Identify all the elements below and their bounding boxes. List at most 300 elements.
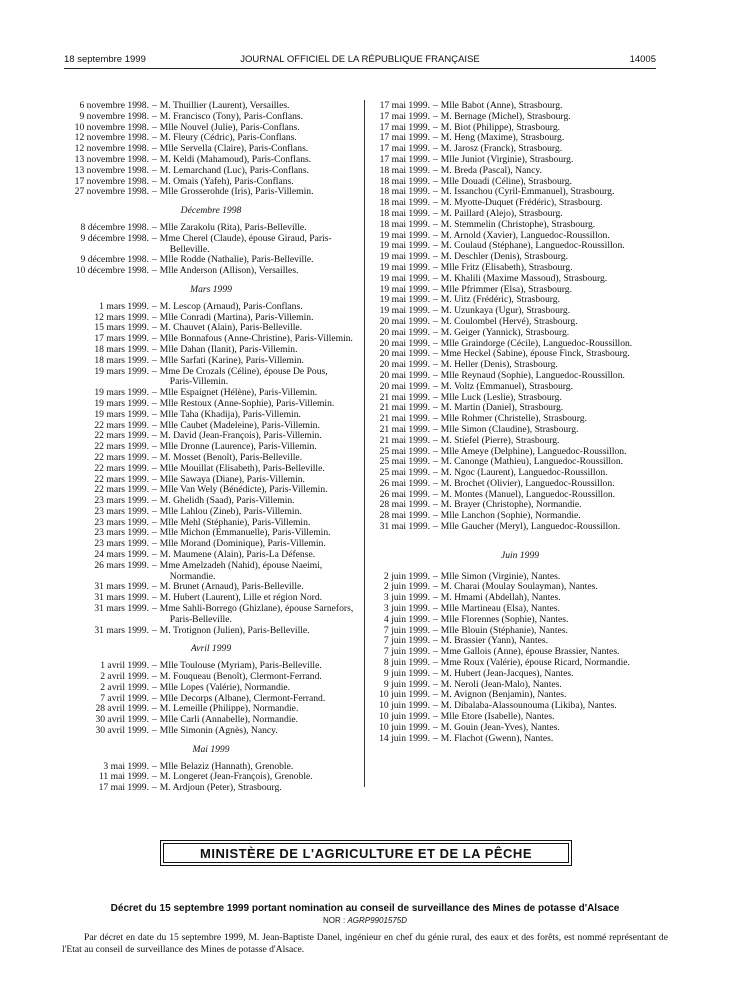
entry-date: 21 mai 1999. xyxy=(379,423,430,435)
entry-name-text: Mlle Fritz (Elisabeth), Strasbourg. xyxy=(440,261,573,273)
entry-name-text: M. Brayer (Christophe), Normandie. xyxy=(440,499,582,511)
entry-dash: – xyxy=(433,186,438,198)
entry-name-text: Mlle Simon (Claudine), Strasbourg. xyxy=(440,423,579,435)
entry-name-text: Mlle Mouillat (Elisabeth), Paris-Belleville. xyxy=(159,462,325,474)
right-column xyxy=(370,101,670,744)
page-header xyxy=(64,54,656,68)
entry-date: 31 mars 1999. xyxy=(94,592,149,604)
entry-name-text: M. Flachot (Gwenn), Nantes. xyxy=(440,732,554,744)
entry-name-text: M. Lemeille (Philippe), Normandie. xyxy=(159,703,299,715)
entry-date: 7 juin 1999. xyxy=(383,646,430,658)
entry-date: 22 mars 1999. xyxy=(94,473,149,485)
entry-name-text: M. Chauvet (Alain), Paris-Belleville. xyxy=(159,322,303,334)
ministry-banner xyxy=(160,840,572,866)
entry-date: 17 novembre 1998. xyxy=(74,175,149,187)
entry-date: 18 mars 1999. xyxy=(94,354,149,366)
entry-date: 9 décembre 1998. xyxy=(80,232,149,244)
entry-dash: – xyxy=(152,232,157,244)
entry-dash: – xyxy=(152,110,157,122)
entry-dash: – xyxy=(433,581,438,593)
entry-date: 20 mai 1999. xyxy=(379,326,430,338)
entry-date: 19 mai 1999. xyxy=(379,229,430,241)
entry-dash: – xyxy=(152,671,157,683)
entry-date: 2 avril 1999. xyxy=(100,681,149,693)
entry-name-text: Mlle Luck (Leslie), Strasbourg. xyxy=(440,391,562,403)
entry-name-text: M. Trotignon (Julien), Paris-Belleville. xyxy=(159,624,310,636)
entry-name-text: Mlle Anderson (Allison), Versailles. xyxy=(159,265,299,277)
entry-date: 20 mai 1999. xyxy=(379,380,430,392)
entry-dash: – xyxy=(433,121,438,133)
entry-date: 9 juin 1999. xyxy=(383,667,430,679)
entry-dash: – xyxy=(433,283,438,295)
entry-date: 3 mai 1999. xyxy=(103,760,149,772)
entry-date: 23 mars 1999. xyxy=(94,538,149,550)
entry-date: 23 mars 1999. xyxy=(94,516,149,528)
entry-name-text: Mlle Martineau (Elsa), Nantes. xyxy=(440,603,560,615)
entry-date: 3 juin 1999. xyxy=(383,592,430,604)
entry-dash: – xyxy=(152,703,157,715)
entry-name-text: M. Ghelidh (Saad), Paris-Villemin. xyxy=(159,495,295,507)
entry-name-text: M. Lemarchand (Luc), Paris-Conflans. xyxy=(159,164,309,176)
entry-dash: – xyxy=(433,700,438,712)
entry-dash: – xyxy=(152,311,157,323)
nomination-entry xyxy=(62,604,360,626)
entry-dash: – xyxy=(152,164,157,176)
entry-name-text: Mlle Caubet (Madeleine), Paris-Villemin. xyxy=(159,419,320,431)
entry-name-text: M. Jarosz (Franck), Strasbourg. xyxy=(440,143,563,155)
entry-name xyxy=(160,783,360,794)
entry-dash: – xyxy=(433,272,438,284)
entry-name-text: Mlle Dronne (Laurence), Paris-Villemin. xyxy=(159,441,317,453)
entry-date: 10 juin 1999. xyxy=(379,689,430,701)
entry-dash: – xyxy=(152,516,157,528)
entry-dash: – xyxy=(152,186,157,198)
entry-dash: – xyxy=(433,326,438,338)
entry-name-text: M. Fleury (Cédric), Paris-Conflans. xyxy=(159,132,297,144)
entry-dash: – xyxy=(152,549,157,561)
entry-dash: – xyxy=(152,100,157,111)
entry-date: 26 mai 1999. xyxy=(379,488,430,500)
entry-date: 25 mai 1999. xyxy=(379,445,430,457)
entry-date: 27 novembre 1998. xyxy=(74,186,149,198)
entry-name-text: Mlle Restoux (Anne-Sophie), Paris-Villemin. xyxy=(159,397,335,409)
entry-name-text: Mme Roux (Valérie), épouse Ricard, Normandie. xyxy=(440,657,630,669)
entry-date: 17 mai 1999. xyxy=(379,121,430,133)
entry-name-continuation: Paris-Belleville. xyxy=(169,613,232,625)
entry-name-text: M. Keldi (Mahamoud), Paris-Conflans. xyxy=(159,153,312,165)
entry-name-text: Mlle Nouvel (Julie), Paris-Conflans. xyxy=(159,121,300,133)
nor-reference xyxy=(62,916,668,925)
entry-name-text: M. Bernage (Michel), Strasbourg. xyxy=(440,110,571,122)
entry-dash: – xyxy=(433,445,438,457)
entry-name-text: Mlle Bonnafous (Anne-Christine), Paris-Villemin. xyxy=(159,333,353,345)
entry-date: 6 novembre 1998. xyxy=(79,100,149,111)
entry-name xyxy=(441,522,670,533)
entry-dash: – xyxy=(152,153,157,165)
entry-dash: – xyxy=(152,624,157,636)
entry-name-text: M. Fouqueau (Benoît), Clermont-Ferrand. xyxy=(159,671,322,683)
entry-dash: – xyxy=(152,760,157,772)
entry-date: 19 mai 1999. xyxy=(379,305,430,317)
entry-dash: – xyxy=(433,510,438,522)
entry-date: 19 mars 1999. xyxy=(94,408,149,420)
entry-date: 12 novembre 1998. xyxy=(74,143,149,155)
entry-dash: – xyxy=(152,559,157,571)
entry-date: 18 mai 1999. xyxy=(379,207,430,219)
entry-dash: – xyxy=(152,714,157,726)
entry-date: 2 avril 1999. xyxy=(100,671,149,683)
entry-date: 18 mai 1999. xyxy=(379,175,430,187)
entry-dash: – xyxy=(433,359,438,371)
entry-date: 31 mars 1999. xyxy=(94,624,149,636)
entry-name-text: Mlle Reynaud (Sophie), Languedoc-Roussillon. xyxy=(440,369,625,381)
entry-name-text: Mlle Dahan (Ilanit), Paris-Villemin. xyxy=(159,343,298,355)
entry-dash: – xyxy=(152,408,157,420)
entry-name-text: M. Canonge (Mathieu), Languedoc-Roussillon. xyxy=(440,456,624,468)
entry-name-text: Mlle Simon (Virginie), Nantes. xyxy=(440,570,561,582)
entry-date: 20 mai 1999. xyxy=(379,359,430,371)
entry-name-text: M. Dibalaba-Alassounouma (Likiba), Nantes. xyxy=(440,700,617,712)
nomination-entry xyxy=(370,522,670,533)
entry-dash: – xyxy=(152,132,157,144)
decret-body: Par décret en date du 15 septembre 1999, M. Jean-Baptiste Danel, ingénieur en chef du génie rural, des eaux et des forêts, est nommé représentant de l'Etat au conseil de surveillance des Mines de potasse d'Alsace. xyxy=(62,932,668,955)
entry-date: 10 juin 1999. xyxy=(379,700,430,712)
entry-date: 18 mai 1999. xyxy=(379,186,430,198)
entry-date: 13 novembre 1998. xyxy=(74,153,149,165)
entry-name-text: Mlle Lahlou (Zineb), Paris-Villemin. xyxy=(159,505,302,517)
entry-name-text: M. Issanchou (Cyril-Emmanuel), Strasbourg. xyxy=(440,186,615,198)
entry-date: 19 mai 1999. xyxy=(379,283,430,295)
entry-dash: – xyxy=(152,527,157,539)
entry-name-text: M. Brochet (Olivier), Languedoc-Roussillon. xyxy=(440,477,615,489)
entry-dash: – xyxy=(152,441,157,453)
entry-dash: – xyxy=(152,333,157,345)
entry-name-text: M. Voltz (Emmanuel), Strasbourg. xyxy=(440,380,573,392)
entry-name-text: M. Heller (Denis), Strasbourg. xyxy=(440,359,558,371)
entry-dash: – xyxy=(433,315,438,327)
entry-name xyxy=(160,367,360,389)
entry-name-text: M. Geiger (Yannick), Strasbourg. xyxy=(440,326,570,338)
entry-date: 30 avril 1999. xyxy=(95,714,149,726)
entry-dash: – xyxy=(433,521,438,533)
entry-date: 31 mars 1999. xyxy=(94,603,149,615)
entry-dash: – xyxy=(433,721,438,733)
nor-label: NOR : xyxy=(322,916,346,925)
entry-name-text: M. Brassier (Yann), Nantes. xyxy=(440,635,549,647)
entry-dash: – xyxy=(433,689,438,701)
entry-name-text: Mlle Rohmer (Christelle), Strasbourg. xyxy=(440,413,587,425)
entry-name-text: Mlle Sarfati (Karine), Paris-Villemin. xyxy=(159,354,304,366)
entry-date: 17 mai 1999. xyxy=(379,143,430,155)
entry-name-text: Mme Amelzadeh (Nahid), épouse Naeimi, xyxy=(159,559,323,571)
entry-dash: – xyxy=(152,725,157,737)
entry-dash: – xyxy=(152,354,157,366)
entry-dash: – xyxy=(433,592,438,604)
entry-dash: – xyxy=(152,265,157,277)
entry-name-text: M. Uzunkaya (Ugur), Strasbourg. xyxy=(440,305,571,317)
entry-dash: – xyxy=(152,430,157,442)
entry-dash: – xyxy=(433,240,438,252)
entry-dash: – xyxy=(152,221,157,233)
entry-name-text: M. Hmami (Abdellah), Nantes. xyxy=(440,592,561,604)
entry-name-continuation: Paris-Villemin. xyxy=(169,376,229,388)
entry-dash: – xyxy=(433,477,438,489)
entry-date: 31 mai 1999. xyxy=(379,521,430,533)
entry-dash: – xyxy=(152,451,157,463)
entry-dash: – xyxy=(152,473,157,485)
entry-name-text: Mme De Crozals (Céline), épouse De Pous, xyxy=(159,365,328,377)
entry-date: 22 mars 1999. xyxy=(94,451,149,463)
entry-name-text: Mlle Gaucher (Meryl), Languedoc-Roussillon. xyxy=(440,521,621,533)
header-rule xyxy=(64,68,656,69)
entry-date: 3 juin 1999. xyxy=(383,603,430,615)
entry-name-text: Mlle Decorps (Albane), Clermont-Ferrand. xyxy=(159,692,326,704)
entry-date: 10 novembre 1998. xyxy=(74,121,149,133)
entry-dash: – xyxy=(152,121,157,133)
entry-dash: – xyxy=(152,692,157,704)
entry-date: 21 mai 1999. xyxy=(379,434,430,446)
entry-dash: – xyxy=(433,488,438,500)
entry-date: 19 mars 1999. xyxy=(94,397,149,409)
entry-dash: – xyxy=(152,175,157,187)
entry-name-text: M. Neroli (Jean-Malo), Nantes. xyxy=(440,678,562,690)
entry-dash: – xyxy=(152,397,157,409)
entry-dash: – xyxy=(433,132,438,144)
entry-dash: – xyxy=(433,603,438,615)
entry-name-text: Mme Heckel (Sabine), épouse Finck, Strasbourg. xyxy=(440,348,630,360)
month-heading: Mai 1999 xyxy=(192,743,230,755)
entry-name xyxy=(160,266,360,277)
entry-dash: – xyxy=(152,143,157,155)
entry-date: 9 juin 1999. xyxy=(383,678,430,690)
entry-dash: – xyxy=(152,322,157,334)
entry-name xyxy=(441,734,670,745)
entry-dash: – xyxy=(152,581,157,593)
entry-name-text: Mlle Lopes (Valérie), Normandie. xyxy=(159,681,291,693)
entry-name-text: M. Coulombel (Hervé), Strasbourg. xyxy=(440,315,578,327)
nomination-entry xyxy=(62,187,360,198)
entry-dash: – xyxy=(433,251,438,263)
nomination-entry xyxy=(62,234,360,256)
entry-name-text: Mlle Lanchon (Sophie), Normandie. xyxy=(440,510,581,522)
entry-dash: – xyxy=(433,434,438,446)
entry-dash: – xyxy=(152,782,157,794)
entry-dash: – xyxy=(433,456,438,468)
entry-date: 28 mai 1999. xyxy=(379,499,430,511)
entry-date: 23 mars 1999. xyxy=(94,495,149,507)
entry-date: 21 mai 1999. xyxy=(379,391,430,403)
entry-name-text: M. Deschler (Denis), Strasbourg. xyxy=(440,251,568,263)
entry-name-text: Mlle Grosserohde (Iris), Paris-Villemin. xyxy=(159,186,314,198)
entry-name-text: Mlle Michon (Emmanuelle), Paris-Villemin. xyxy=(159,527,331,539)
month-heading: Avril 1999 xyxy=(190,643,232,655)
left-column xyxy=(62,101,360,794)
entry-date: 7 juin 1999. xyxy=(383,624,430,636)
entry-name-text: M. Mosset (Benoît), Paris-Belleville. xyxy=(159,451,303,463)
entry-date: 19 mai 1999. xyxy=(379,272,430,284)
entry-date: 7 juin 1999. xyxy=(383,635,430,647)
entry-dash: – xyxy=(433,369,438,381)
entry-name-text: M. Maumene (Alain), Paris-La Défense. xyxy=(159,549,316,561)
entry-date: 22 mars 1999. xyxy=(94,484,149,496)
entry-dash: – xyxy=(433,100,438,111)
entry-name-text: M. Biot (Philippe), Strasbourg. xyxy=(440,121,561,133)
entry-date: 22 mars 1999. xyxy=(94,419,149,431)
entry-date: 20 mai 1999. xyxy=(379,369,430,381)
entry-name xyxy=(160,561,360,583)
entry-date: 17 mai 1999. xyxy=(379,110,430,122)
entry-dash: – xyxy=(152,484,157,496)
entry-date: 23 mars 1999. xyxy=(94,527,149,539)
entry-dash: – xyxy=(433,499,438,511)
entry-name-text: M. Heng (Maxime), Strasbourg. xyxy=(440,132,565,144)
entry-date: 8 décembre 1998. xyxy=(80,221,149,233)
entry-name-text: M. David (Jean-François), Paris-Villemin. xyxy=(159,430,322,442)
entry-date: 30 avril 1999. xyxy=(95,725,149,737)
entry-date: 7 avril 1999. xyxy=(100,692,149,704)
entry-dash: – xyxy=(152,365,157,377)
entry-name-text: M. Khalili (Maxime Massoud), Strasbourg. xyxy=(440,272,608,284)
entry-date: 2 juin 1999. xyxy=(383,570,430,582)
entry-name-text: M. Brunet (Arnaud), Paris-Belleville. xyxy=(159,581,304,593)
nomination-entry xyxy=(62,561,360,583)
entry-date: 17 mai 1999. xyxy=(379,132,430,144)
entry-date: 18 mai 1999. xyxy=(379,218,430,230)
entry-dash: – xyxy=(433,110,438,122)
entry-date: 28 mai 1999. xyxy=(379,510,430,522)
entry-name-text: Mlle Pfrimmer (Elsa), Strasbourg. xyxy=(440,283,572,295)
entry-name-text: Mlle Ameye (Delphine), Languedoc-Roussillon. xyxy=(440,445,627,457)
entry-name-text: M. Avignon (Benjamin), Nantes. xyxy=(440,689,567,701)
nor-code: AGRP9901575D xyxy=(347,916,408,925)
entry-name-text: M. Francisco (Tony), Paris-Conflans. xyxy=(159,110,304,122)
entry-name-text: M. Breda (Pascal), Nancy. xyxy=(440,164,542,176)
entry-date: 22 mars 1999. xyxy=(94,430,149,442)
entry-dash: – xyxy=(152,505,157,517)
ministry-title: MINISTÈRE DE L'AGRICULTURE ET DE LA PÊCHE xyxy=(163,843,569,863)
entry-name-text: Mlle Florennes (Sophie), Nantes. xyxy=(440,613,569,625)
entry-name-text: M. Myotte-Duquet (Frédéric), Strasbourg. xyxy=(440,197,603,209)
entry-dash: – xyxy=(433,402,438,414)
column-separator xyxy=(364,100,365,787)
entry-name-text: Mme Gallois (Anne), épouse Brassier, Nantes. xyxy=(440,646,620,658)
entry-date: 24 mars 1999. xyxy=(94,549,149,561)
entry-name xyxy=(160,234,360,256)
entry-date: 26 mai 1999. xyxy=(379,477,430,489)
entry-name-text: Mlle Mehl (Stéphanie), Paris-Villemin. xyxy=(159,516,311,528)
entry-name-text: M. Stiefel (Pierre), Strasbourg. xyxy=(440,434,560,446)
entry-dash: – xyxy=(433,294,438,306)
entry-dash: – xyxy=(433,197,438,209)
entry-date: 17 mai 1999. xyxy=(379,100,430,111)
entry-date: 31 mars 1999. xyxy=(94,581,149,593)
entry-name-text: Mlle Conradi (Martina), Paris-Villemin. xyxy=(159,311,314,323)
entry-date: 14 juin 1999. xyxy=(379,732,430,744)
entry-name-text: M. Montes (Manuel), Languedoc-Roussillon. xyxy=(440,488,616,500)
page-number: 14005 xyxy=(629,54,656,65)
entry-date: 9 novembre 1998. xyxy=(79,110,149,122)
entry-dash: – xyxy=(433,570,438,582)
entry-date: 18 mai 1999. xyxy=(379,197,430,209)
entry-name xyxy=(160,726,360,737)
entry-dash: – xyxy=(152,495,157,507)
entry-date: 15 mars 1999. xyxy=(94,322,149,334)
entry-date: 12 mars 1999. xyxy=(94,311,149,323)
entry-dash: – xyxy=(433,635,438,647)
entry-name xyxy=(160,187,360,198)
entry-dash: – xyxy=(152,538,157,550)
entry-date: 19 mars 1999. xyxy=(94,365,149,377)
journal-title: JOURNAL OFFICIEL DE LA RÉPUBLIQUE FRANÇAISE xyxy=(240,54,480,65)
entry-date: 11 mai 1999. xyxy=(98,771,149,783)
entry-name-text: Mlle Servella (Claire), Paris-Conflans. xyxy=(159,143,309,155)
entry-name-text: M. Thuillier (Laurent), Versailles. xyxy=(159,100,290,111)
entry-dash: – xyxy=(433,391,438,403)
entry-dash: – xyxy=(152,592,157,604)
entry-dash: – xyxy=(433,164,438,176)
entry-name-text: Mlle Zarakolu (Rita), Paris-Belleville. xyxy=(159,221,307,233)
entry-name-text: M. Lescop (Arnaud), Paris-Conflans. xyxy=(159,300,303,312)
entry-name xyxy=(160,626,360,637)
entry-dash: – xyxy=(152,419,157,431)
entry-name-text: M. Stemmelin (Christophe), Strasbourg. xyxy=(440,218,596,230)
entry-dash: – xyxy=(433,646,438,658)
entry-name-text: Mlle Babot (Anne), Strasbourg. xyxy=(440,100,563,111)
entry-date: 9 décembre 1998. xyxy=(80,254,149,266)
entry-date: 21 mai 1999. xyxy=(379,413,430,425)
entry-date: 18 mars 1999. xyxy=(94,343,149,355)
entry-date: 19 mai 1999. xyxy=(379,240,430,252)
entry-date: 19 mai 1999. xyxy=(379,251,430,263)
entry-name-text: Mlle Sawaya (Diane), Paris-Villemin. xyxy=(159,473,305,485)
entry-dash: – xyxy=(152,254,157,266)
entry-dash: – xyxy=(152,387,157,399)
entry-name-text: Mlle Juniot (Virginie), Strasbourg. xyxy=(440,153,574,165)
entry-date: 19 mai 1999. xyxy=(379,261,430,273)
entry-dash: – xyxy=(152,771,157,783)
entry-dash: – xyxy=(433,732,438,744)
entry-dash: – xyxy=(433,423,438,435)
entry-name-text: Mme Sahli-Borrego (Ghizlane), épouse Sarnefors, xyxy=(159,603,354,615)
entry-date: 21 mai 1999. xyxy=(379,402,430,414)
entry-dash: – xyxy=(152,603,157,615)
entry-name-text: Mlle Toulouse (Myriam), Paris-Belleville. xyxy=(159,660,322,672)
entry-name-text: M. Paillard (Alejo), Strasbourg. xyxy=(440,207,563,219)
entry-dash: – xyxy=(433,305,438,317)
entry-date: 4 juin 1999. xyxy=(383,613,430,625)
nomination-entry xyxy=(62,626,360,637)
entry-date: 22 mars 1999. xyxy=(94,462,149,474)
entry-dash: – xyxy=(152,681,157,693)
entry-name-text: Mlle Simonin (Agnès), Nancy. xyxy=(159,725,278,737)
entry-name-text: M. Uitz (Frédéric), Strasbourg. xyxy=(440,294,560,306)
entry-name-text: M. Omais (Yafeh), Paris-Conflans. xyxy=(159,175,294,187)
entry-dash: – xyxy=(433,711,438,723)
entry-name-text: Mlle Belaziz (Hannath), Grenoble. xyxy=(159,760,294,772)
entry-name-text: Mlle Etore (Isabelle), Nantes. xyxy=(440,711,555,723)
entry-dash: – xyxy=(433,218,438,230)
entry-dash: – xyxy=(433,467,438,479)
entry-dash: – xyxy=(433,207,438,219)
entry-date: 1 mars 1999. xyxy=(99,300,149,312)
nomination-entry xyxy=(62,726,360,737)
entry-date: 19 mars 1999. xyxy=(94,387,149,399)
nomination-entry xyxy=(370,734,670,745)
entry-date: 10 juin 1999. xyxy=(379,721,430,733)
entry-dash: – xyxy=(433,153,438,165)
entry-dash: – xyxy=(433,229,438,241)
entry-date: 2 juin 1999. xyxy=(383,581,430,593)
